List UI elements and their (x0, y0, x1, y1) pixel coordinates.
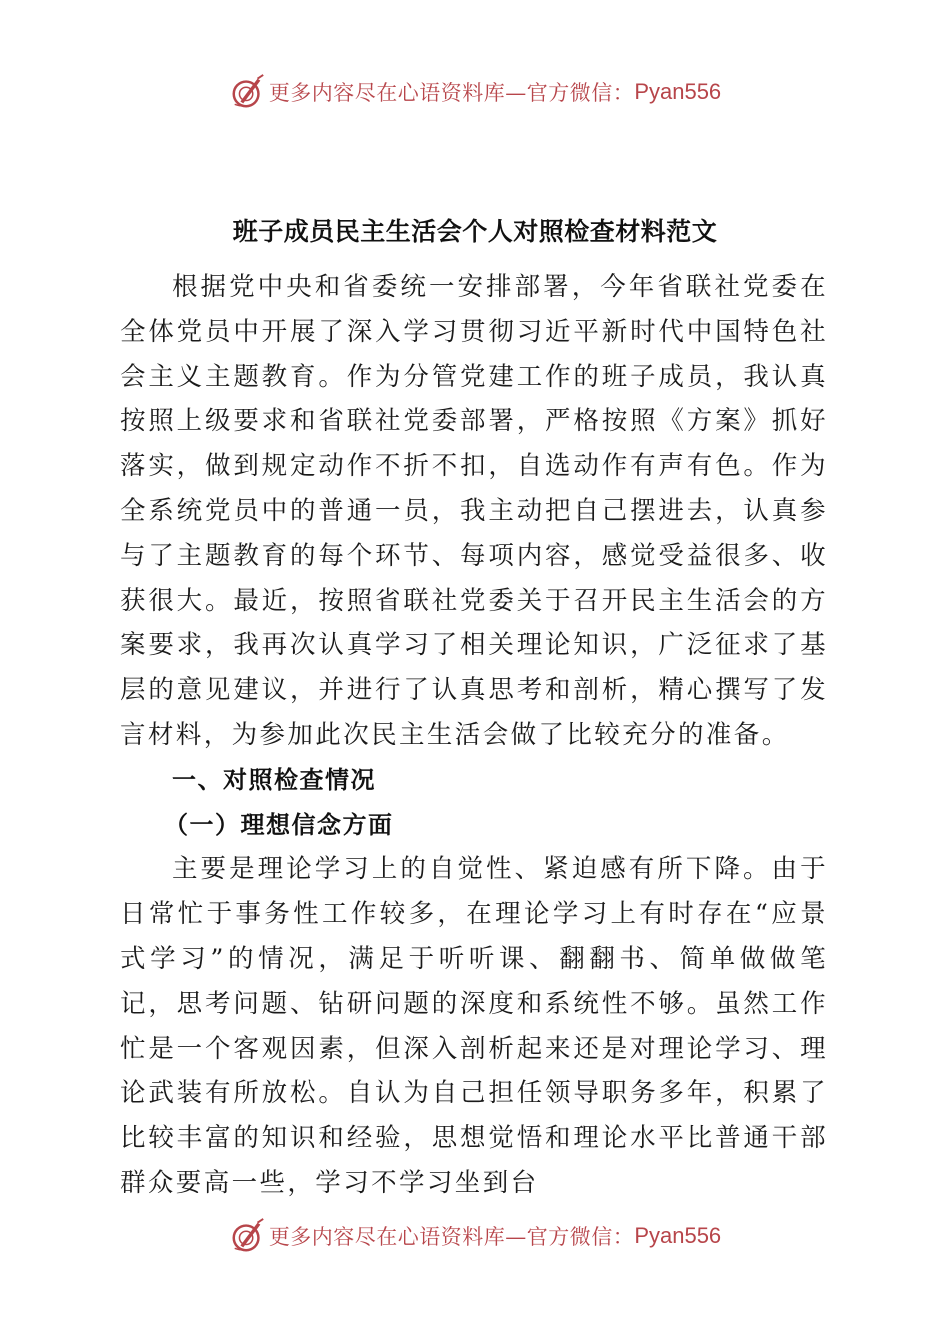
document-body (120, 265, 828, 1206)
watermark-banner-top (0, 72, 950, 112)
watermark-banner-bottom (0, 1216, 950, 1256)
body-paragraph: 主要是理论学习上的自觉性、紧迫感有所下降。由于日常忙于事务性工作较多，在理论学习上有时存在“应景式学习”的情况，满足于听听课、翻翻书、简单做做笔记，思考问题、钻研问题的深度和系统性不够。虽然工作忙是一个客观因素，但深入剖析起来还是对理论学习、理论武装有所放松。自认为自己担任领导职务多年，积累了比较丰富的知识和经验，思想觉悟和理论水平比普通干部群众要高一些，学习不学习坐到台 (120, 854, 828, 1198)
watermark-text: 更多内容尽在心语资料库—官方微信： (268, 81, 635, 105)
watermark-text: 更多内容尽在心语资料库—官方微信： (268, 1225, 635, 1249)
document-title: 班子成员民主生活会个人对照检查材料范文 (232, 217, 718, 246)
pen-logo-icon (229, 1217, 267, 1255)
pen-logo-icon (229, 73, 267, 111)
watermark-wechat-id: Pyan556 (634, 1223, 722, 1248)
subsection-heading: （一）理想信念方面 (164, 810, 394, 839)
watermark-wechat-id: Pyan556 (634, 79, 722, 104)
section-heading: 一、对照检查情况 (172, 765, 376, 794)
intro-paragraph: 根据党中央和省委统一安排部署，今年省联社党委在全体党员中开展了深入学习贯彻习近平新时代中国特色社会主义主题教育。作为分管党建工作的班子成员，我认真按照上级要求和省联社党委部署，严格按照《方案》抓好落实，做到规定动作不折不扣，自选动作有声有色。作为全系统党员中的普通一员，我主动把自己摆进去，认真参与了主题教育的每个环节、每项内容，感觉受益很多、收获很大。最近，按照省联社党委关于召开民主生活会的方案要求，我再次认真学习了相关理论知识，广泛征求了基层的意见建议，并进行了认真思考和剖析，精心撰写了发言材料，为参加此次民主生活会做了比较充分的准备。 (120, 272, 828, 750)
